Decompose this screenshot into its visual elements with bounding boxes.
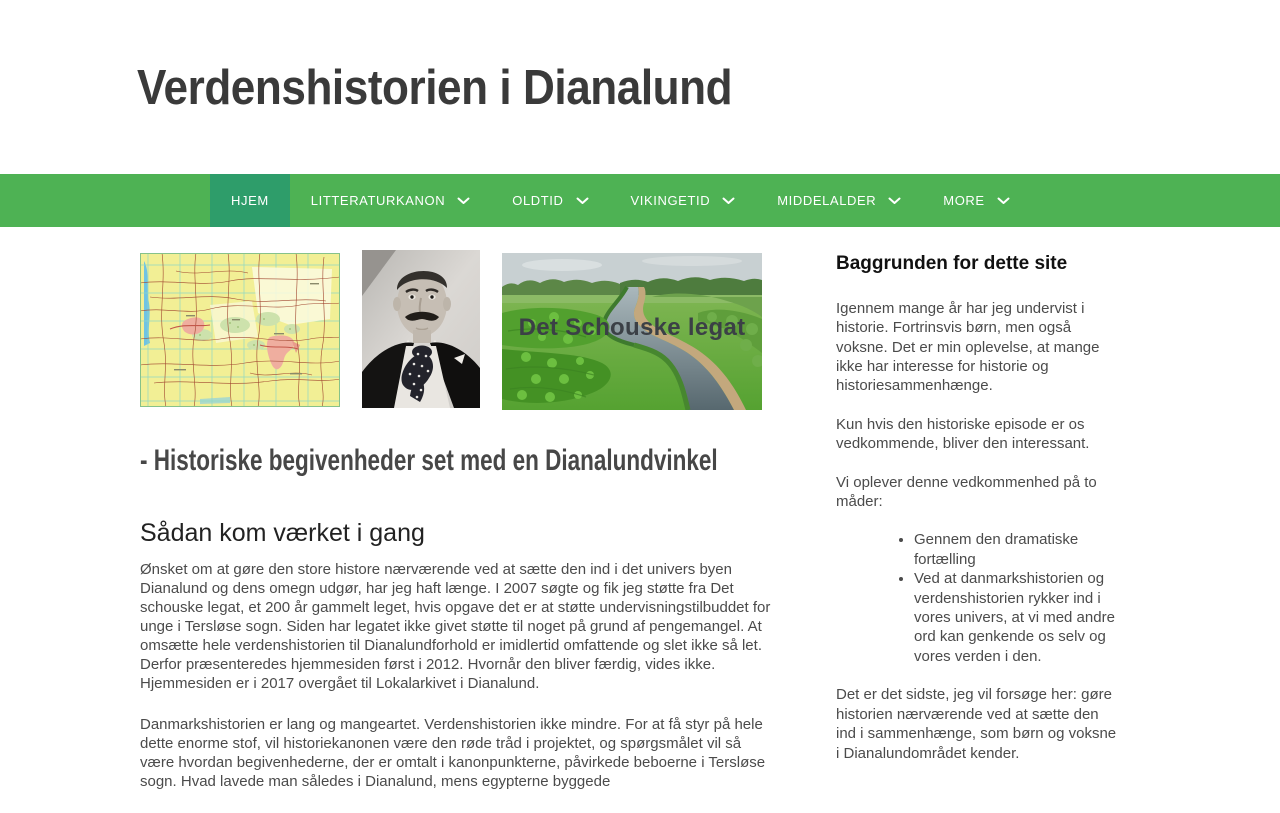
list-item: • Gennem den dramatiske fortælling <box>914 530 1122 569</box>
section-subheading: Sådan kom værket i gang <box>140 519 425 547</box>
chevron-down-icon <box>997 197 1010 205</box>
site-header <box>0 0 1280 174</box>
main-column <box>140 253 776 813</box>
nav-item-label: LITTERATURKANON <box>310 193 446 208</box>
legat-landscape-image <box>502 253 762 410</box>
page-title: - Historiske begivenheder set med en Dianalundvinkel <box>140 444 718 477</box>
chevron-down-icon <box>576 197 589 205</box>
chevron-down-icon <box>457 197 470 205</box>
legat-overlay-text: Det Schouske legat <box>518 314 746 341</box>
sidebar-paragraph: Kun hvis den historiske episode er os vedkommende, bliver den interessant. <box>836 415 1090 453</box>
nav-item-oldtid[interactable] <box>491 174 609 227</box>
sidebar-paragraph: Vi oplever denne vedkommenhed på to måder: <box>836 473 1097 511</box>
nav-item-label: OLDTID <box>512 193 564 208</box>
nav-item-label: MORE <box>943 193 985 208</box>
sidebar-paragraph: Igennem mange år har jeg undervist i historie. Fortrinsvis børn, men også voksne. Det er min oplevelse, at mange ikke har interesse for historie og historiesammenhænge. <box>836 299 1100 395</box>
main-navbar <box>0 174 1280 227</box>
list-item: • Ved at danmarkshistorien og verdenshistorien rykker ind i vores univers, at vi med andre ord kan genkende os selv og vores verden i den. <box>914 569 1122 666</box>
parish-map-image <box>140 253 340 407</box>
sidebar <box>836 253 1122 813</box>
sidebar-title: Baggrunden for dette site <box>836 253 1068 274</box>
main-paragraph: Danmarkshistorien er lang og mangeartet. Verdenshistorien ikke mindre. For at få styr på hele dette enorme stof, vil historiekanonen være den røde tråd i projektet, og spørgsmålet vil så være hvordan begivenhederne, der er omtalt i kanonpunkterne, påvirkede beboerne i Tersløse sogn. Hvad lavede man således i Dianalund, mens egypterne byggede <box>140 716 766 790</box>
chevron-down-icon <box>888 197 901 205</box>
nav-item-vikingetid[interactable] <box>610 174 757 227</box>
chevron-down-icon <box>722 197 735 205</box>
nav-item-middelalder[interactable] <box>756 174 922 227</box>
sidebar-bullet-list <box>884 530 1122 666</box>
hero-images-row <box>140 253 776 410</box>
page-content <box>0 227 1280 813</box>
nav-item-litteraturkanon[interactable] <box>290 174 491 227</box>
sidebar-closing-paragraph: Det er det sidste, jeg vil forsøge her: gøre historien nærværende ved at sætte den ind i sammenhænge, som børn og voksne i Dianalundområdet kender. <box>836 686 1117 762</box>
nav-item-more[interactable] <box>922 174 1030 227</box>
site-title <box>0 0 1280 113</box>
site-title-text: Verdenshistorien i Dianalund <box>137 61 733 115</box>
nav-item-hjem[interactable] <box>210 174 290 227</box>
founder-portrait-image <box>362 250 480 408</box>
nav-item-label: MIDDELALDER <box>777 193 877 208</box>
nav-item-label: VIKINGETID <box>630 193 711 208</box>
nav-item-label: HJEM <box>231 193 269 208</box>
nav-menu <box>210 174 1280 227</box>
main-paragraph: Ønsket om at gøre den store histore nærværende ved at sætte den ind i det univers byen Dianalund og dens omegn udgør, har jeg haft længe. I 2007 søgte og fik jeg støtte fra Det schouske legat, et 200 år gammelt leget, hvis opgave det er at støtte undervisningstilbuddet for unge i Tersløse sogn. Siden har legatet ikke givet støtte til noget på grund af pengemangel. At omsætte hele verdenshistorien til Dianalundforhold er imidlertid omfattende og slet ikke så let. Derfor præsenteredes hjemmesiden først i 2012. Hvornår den bliver færdig, vides ikke. Hjemmesiden er i 2017 overgået til Lokalarkivet i Dianalund. <box>140 561 771 692</box>
